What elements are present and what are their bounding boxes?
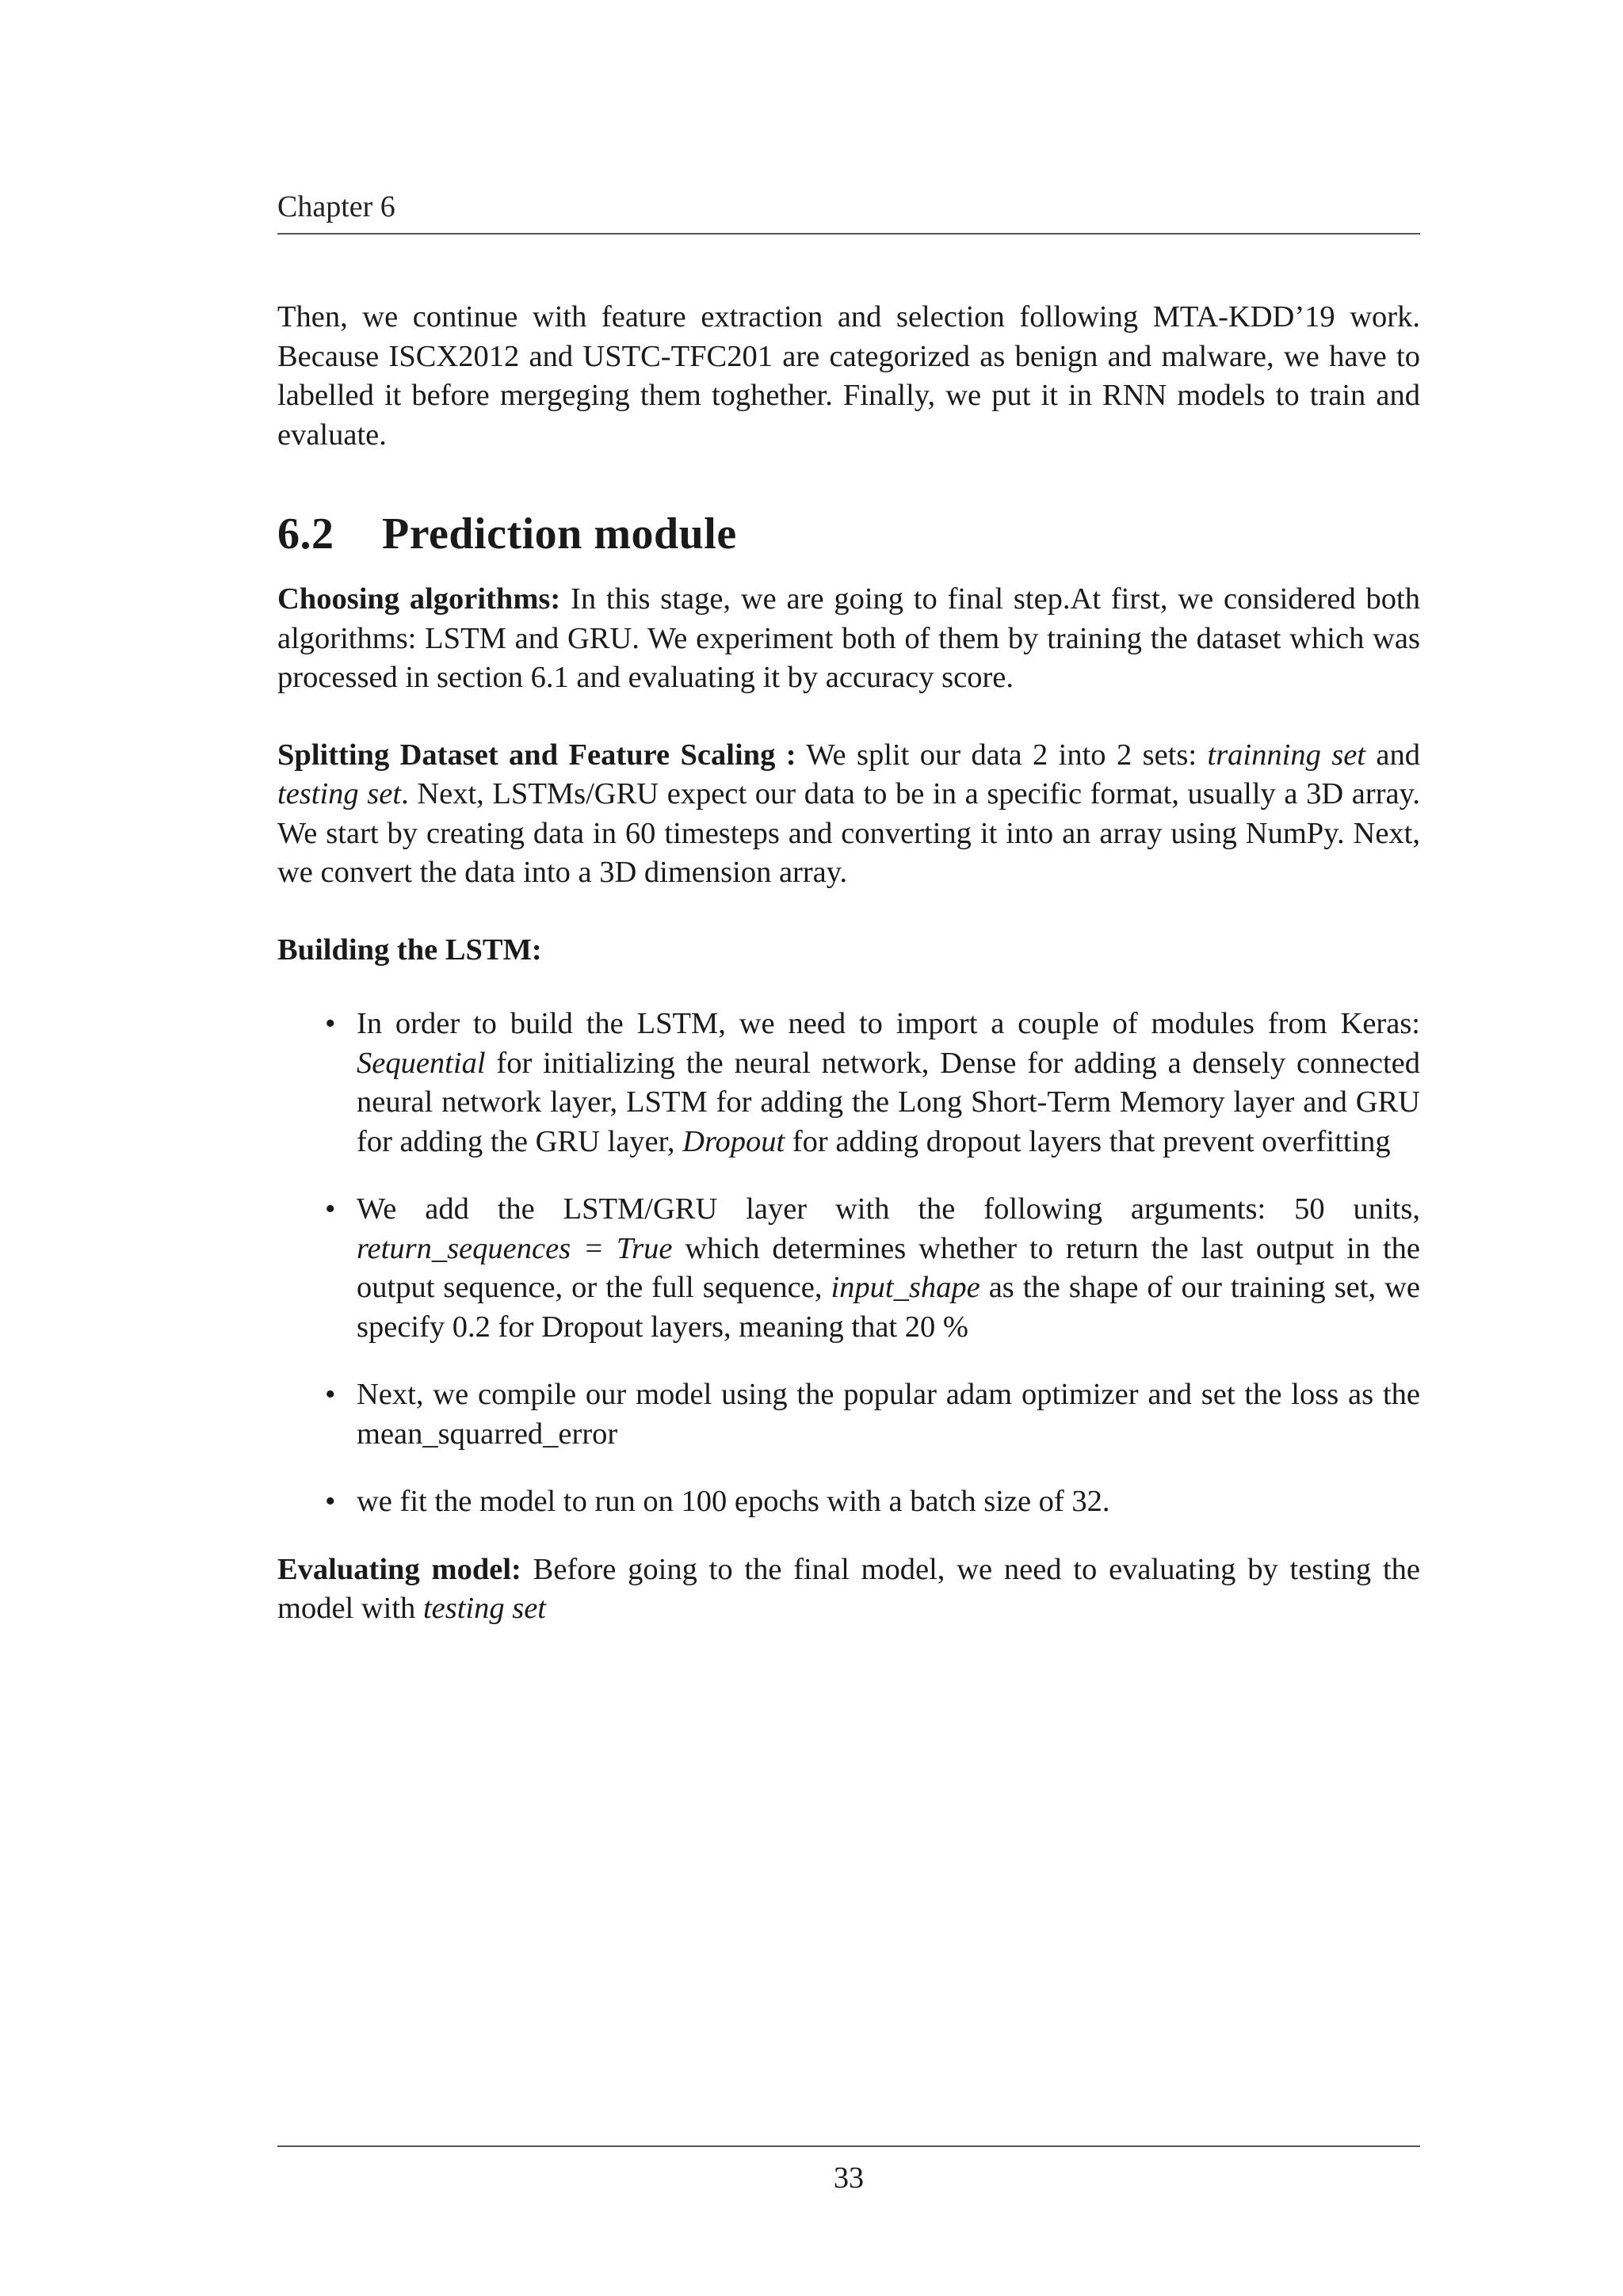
bullet-text: we fit the model to run on 100 epochs with a batch size of 32. xyxy=(357,1485,1110,1518)
header-rule xyxy=(277,233,1420,235)
splitting-italic-2: testing set xyxy=(277,777,402,810)
bullet-text: Next, we compile our model using the popular adam optimizer and set the loss as the mean_squarred_error xyxy=(357,1378,1420,1451)
body-text xyxy=(277,298,1420,1629)
bullet-text: for adding dropout layers that prevent overfitting xyxy=(792,1124,1391,1158)
splitting-italic-1: trainning set xyxy=(1207,738,1365,772)
building-list xyxy=(277,1005,1420,1522)
choosing-heading: Choosing algorithms: xyxy=(277,582,561,616)
document-page xyxy=(277,0,1420,2296)
intro-paragraph: Then, we continue with feature extraction and selection following MTA-KDD’19 work. Because ISCX2012 and USTC-TFC201 are categorized as benign and malware, we have to labelled it before mergeging them toghether. Finally, we put it in RNN models to train and evaluate. xyxy=(277,300,1420,452)
evaluating-italic: testing set xyxy=(422,1592,546,1625)
running-head: Chapter 6 xyxy=(277,190,395,223)
choosing-algorithms-paragraph xyxy=(277,580,1420,698)
section-heading xyxy=(277,509,1420,559)
building-paragraph xyxy=(277,931,1420,971)
list-item: • In order to build the LSTM, we need to import a couple of modules from Keras: Sequential for initializing the neural network, Dense for adding a densely connected neural network layer, LSTM for adding the Long Short-Term Memory layer and GRU for adding the GRU layer, Dropout for adding dropout layers that prevent overfitting xyxy=(325,1007,1421,1158)
building-heading: Building the LSTM: xyxy=(277,933,542,967)
bullet-text: as the shape of our training set, we specify 0.2 for Dropout layers, meaning that 20 % xyxy=(357,1271,1420,1344)
list-item: • Next, we compile our model using the popular adam optimizer and set the loss as the mean_squarred_error xyxy=(325,1378,1420,1451)
bullet-italic: input_shape xyxy=(831,1271,980,1304)
splitting-text-1: We split our data 2 into 2 sets: xyxy=(806,738,1197,772)
section-number: 6.2 xyxy=(277,509,334,559)
evaluating-heading: Evaluating model: xyxy=(277,1552,521,1586)
section-title: Prediction module xyxy=(382,509,737,559)
bullet-text: We add the LSTM/GRU layer with the following arguments: 50 units, xyxy=(357,1192,1420,1226)
bullet-italic: Sequential xyxy=(357,1046,486,1080)
bullet-italic: Dropout xyxy=(682,1124,785,1158)
evaluating-text: Before going to the final model, we need to evaluating by testing the model with xyxy=(277,1552,1420,1625)
footer-rule xyxy=(277,2145,1420,2147)
bullet-text: for initializing the neural network, Dense for adding a densely connected neural network layer, LSTM for adding the Long Short-Term Memory layer and GRU for adding the GRU layer, xyxy=(357,1046,1421,1158)
page-number: 33 xyxy=(834,2161,864,2195)
splitting-text-3: . Next, LSTMs/GRU expect our data to be in a specific format, usually a 3D array. We start by creating data in 60 timesteps and converting it into an array using NumPy. Next, we convert the data into a 3D dimension array. xyxy=(277,777,1420,889)
splitting-heading: Splitting Dataset and Feature Scaling : xyxy=(277,738,796,772)
splitting-text-2: and xyxy=(1376,738,1421,772)
list-item: • We add the LSTM/GRU layer with the following arguments: 50 units, return_sequences = True which determines whether to return the last output in the output sequence, or the full sequence, input_shape as the shape of our training set, we specify 0.2 for Dropout layers, meaning that 20 % xyxy=(325,1192,1420,1344)
choosing-text: In this stage, we are going to final step.At first, we considered both algorithms: LSTM and GRU. We experiment both of them by training the dataset which was processed in section 6.1 and evaluating it by accuracy score. xyxy=(277,582,1421,694)
bullet-text: In order to build the LSTM, we need to import a couple of modules from Keras: xyxy=(357,1007,1420,1040)
bullet-italic: return_sequences = True xyxy=(357,1231,673,1265)
list-item: • we fit the model to run on 100 epochs with a batch size of 32. xyxy=(325,1485,1110,1518)
splitting-paragraph xyxy=(277,736,1420,893)
evaluating-paragraph xyxy=(277,1550,1420,1629)
bullet-text: which determines whether to return the last output in the output sequence, or the full sequence, xyxy=(357,1231,1420,1304)
